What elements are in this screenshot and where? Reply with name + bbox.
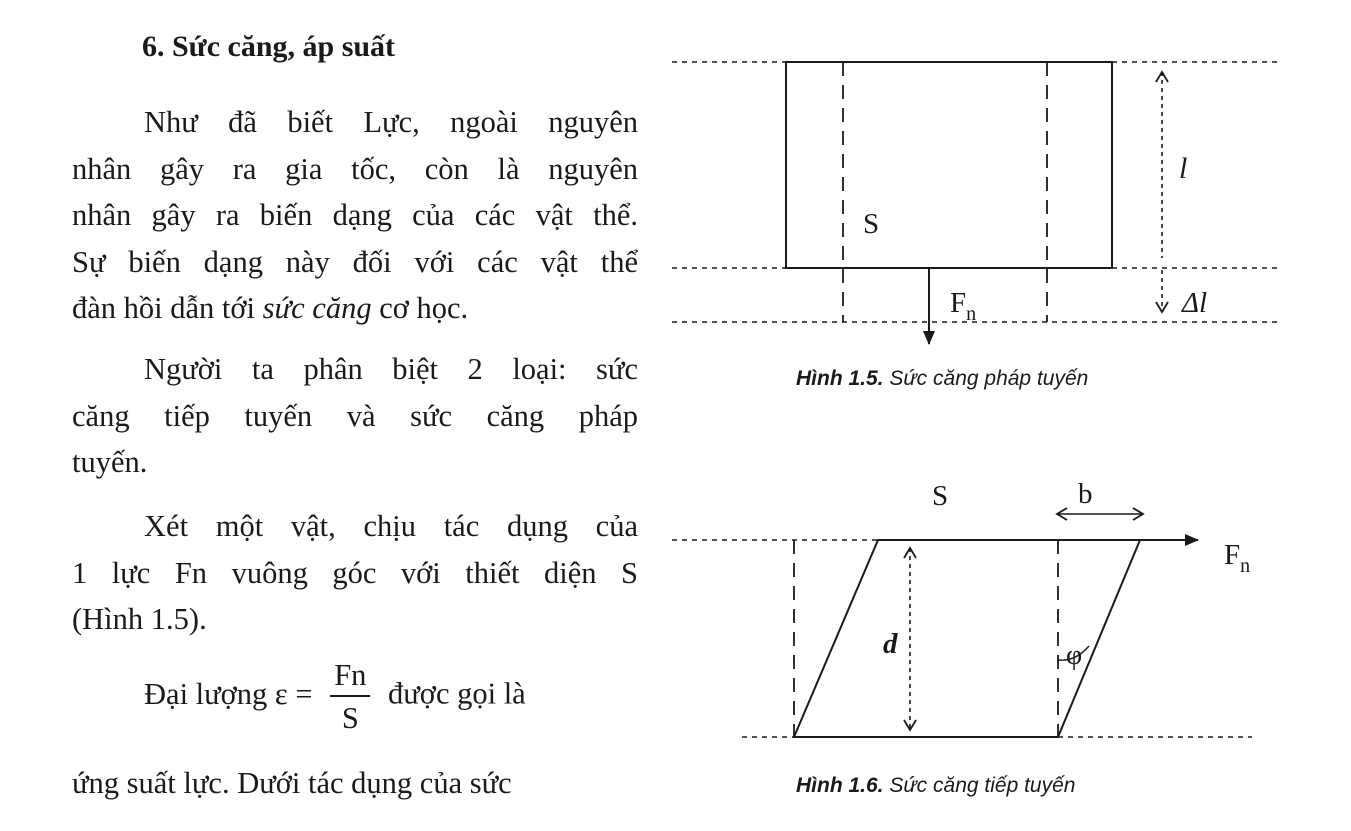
label-force: $F_n$ — [1224, 539, 1251, 577]
text-line: Sự biến dạng này đối với các vật thể — [72, 244, 638, 279]
label-force: $F_n$ — [950, 287, 977, 325]
body-rectangle — [786, 62, 1112, 268]
section-heading: 6. Sức căng, áp suất — [142, 30, 396, 63]
text-line: Xét một vật, chịu tác dụng của — [144, 509, 638, 543]
label-elongation: Δl — [1182, 287, 1208, 319]
label-displacement: b — [1078, 478, 1093, 510]
text-line: (Hình 1.5). — [72, 602, 207, 636]
fraction-numerator: Fn — [330, 660, 370, 697]
text-line: tuyến. — [72, 445, 148, 479]
text-line: đàn hồi dẫn tới sức căng cơ học. — [72, 291, 469, 325]
text-line: nhân gây ra biến dạng của các vật thể. — [72, 198, 638, 232]
figure-caption: Hình 1.6. Sức căng tiếp tuyến — [796, 774, 1076, 797]
text-line: căng tiếp tuyến và sức căng pháp — [72, 398, 638, 433]
label-area-s: S — [863, 208, 880, 240]
fraction-denominator: S — [341, 700, 359, 735]
formula-line: Đại lượng ε = $\frac{Fn}{S}$ được gọi là — [144, 658, 526, 735]
text-line: 1 lực Fn vuông góc với thiết diện S — [72, 555, 638, 590]
figure-shear-stress — [672, 514, 1252, 737]
emphasis-text: sức căng — [262, 291, 372, 325]
label-length: l — [1179, 152, 1188, 185]
text-line: Người ta phân biệt 2 loại: sức — [144, 352, 638, 386]
label-angle: φ — [1066, 640, 1083, 671]
figure-caption: Hình 1.5. Sức căng pháp tuyến — [796, 367, 1089, 390]
text-line: ứng suất lực. Dưới tác dụng của sức — [72, 766, 512, 800]
sheared-body — [794, 540, 1140, 737]
label-height: d — [883, 628, 898, 660]
text-line: Như đã biết Lực, ngoài nguyên — [144, 105, 638, 139]
label-area-s: S — [932, 480, 949, 512]
text-line: nhân gây ra gia tốc, còn là nguyên — [72, 151, 638, 186]
